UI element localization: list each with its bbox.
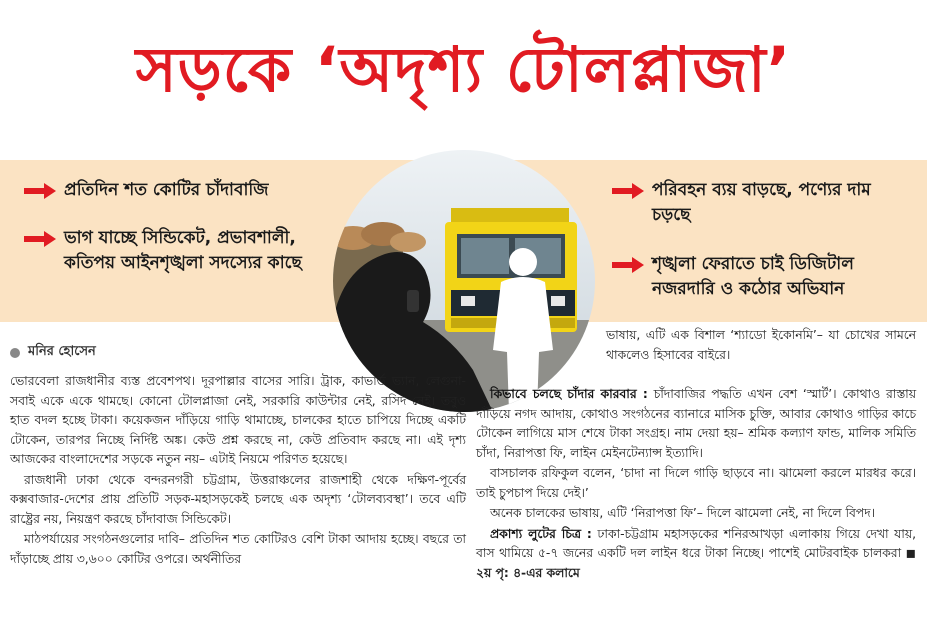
highlight-text: পরিবহন ব্যয় বাড়ছে, পণ্যের দাম চড়ছে	[652, 180, 871, 225]
highlight-left-1	[24, 178, 324, 203]
highlight-text: ভাগ যাচ্ছে সিন্ডিকেট, প্রভাবশালী, কতিপয় আইনশৃঙ্খলা সদস্যের কাছে	[64, 228, 302, 273]
arrow-right-icon	[612, 257, 644, 273]
arrow-right-icon	[24, 231, 56, 247]
highlight-right-2	[612, 252, 912, 302]
byline-author: মনির হোসেন	[28, 344, 96, 359]
article-column-right	[476, 385, 916, 584]
paragraph-text: চাঁদাবাজির পদ্ধতি এখন বেশ ‘স্মার্ট’। কোথাও রাস্তায় দাঁড়িয়ে নগদ আদায়, কোথাও সংগঠনের ব্যানারে মাসিক চুক্তি, আবার কোথাও গাড়ির কাচে টোকেন লাগিয়ে মাস শেষে টাকা সংগ্রহ। নাম দেয়া হয়– শ্রমিক কল্যাণ ফান্ড, মালিক সমিতি চাঁদা, নিরাপত্তা ফি, লাইন মেইনটেন্যান্স ইত্যাদি।	[476, 387, 916, 460]
continuation-note: ◼ ২য় পৃ: ৪-এর কলামে	[476, 546, 916, 580]
headline: সড়কে ‘অদৃশ্য টোলপ্লাজা’	[135, 33, 792, 106]
article-paragraph: অনেক চালকের ভাষায়, এটি ‘নিরাপত্তা ফি’– দিলে ঝামেলা নেই, না দিলে বিপদ।	[490, 506, 876, 520]
subheading: প্রকাশ্য লুটের চিত্র :	[490, 526, 592, 541]
continuation-text: ২য় পৃ: ৪-এর কলামে	[476, 565, 580, 580]
article-paragraph: ভাষায়, এটি এক বিশাল ‘শ্যাডো ইকোনমি’– যা চোখের সামনে থাকলেও হিসাবের বাইরে।	[606, 328, 916, 362]
bullet-icon	[10, 348, 20, 358]
article-column-right-top	[606, 326, 916, 366]
paragraph-text: ঢাকা-চট্টগ্রাম মহাসড়কের শনিরআখড়া এলাকায় গিয়ে দেখা যায়, বাস থামিয়ে ৫-৭ জনের একটি দল লাইন ধরে টাকা নিচ্ছে। পাশেই মোটরবাইক চালকরা	[476, 526, 916, 560]
article-paragraph	[476, 525, 916, 584]
article-paragraph	[476, 385, 916, 463]
highlight-right-1	[612, 178, 912, 228]
article-paragraph: ভোরবেলা রাজধানীর ব্যস্ত প্রবেশপথ। দূরপাল্লার বাসের সারি। ট্রাক, কাভার্ড ভ্যান, লেগুনা-সবাই একে একে থামছে। কোনো টোলপ্লাজা নেই, সরকারি কাউন্টার নেই, রসিদ নেই। তবুও হাত বদল হচ্ছে টাকা। কয়েকজন দাঁড়িয়ে গাড়ি থামাচ্ছে, চালকের হাতে চাপিয়ে দিচ্ছে একটি টোকেন, তারপর নিচ্ছে নির্দিষ্ট অঙ্ক। কেউ প্রশ্ন করছে না, কেউ প্রতিবাদ করছে না। এই দৃশ্য আজকের বাংলাদেশের সড়কে নতুন নয়– এটাই নিয়মে পরিণত হয়েছে।	[10, 374, 466, 466]
arrow-right-icon	[612, 183, 644, 199]
article-paragraph: মাঠপর্যায়ের সংগঠনগুলোর দাবি– প্রতিদিন শত কোটিরও বেশি টাকা আদায় হচ্ছে। বছরে তা দাঁড়াচ্ছে প্রায় ৩,৬০০ কোটির ওপরে। অর্থনীতির	[10, 532, 466, 566]
arrow-right-icon	[24, 183, 56, 199]
byline	[10, 342, 96, 363]
article-paragraph: রাজধানী ঢাকা থেকে বন্দরনগরী চট্টগ্রাম, উত্তরাঞ্চলের রাজশাহী থেকে দক্ষিণ-পূর্বের কক্সবাজার-দেশের প্রায় প্রতিটি সড়ক-মহাসড়কেই চলছে এক অদৃশ্য ‘টোলব্যবস্থা’। তবে এটি রাষ্ট্রের নয়, নিয়ন্ত্রণ করছে চাঁদাবাজ সিন্ডিকেট।	[10, 472, 466, 526]
highlight-left-2	[24, 226, 324, 276]
article-paragraph: বাসচালক রফিকুল বলেন, ‘চাদা না দিলে গাড়ি ছাড়বে না। ঝামেলা করলে মারধর করে। তাই চুপচাপ দিয়ে দেই।’	[476, 466, 916, 500]
highlight-text: প্রতিদিন শত কোটির চাঁদাবাজি	[64, 180, 269, 200]
article-column-left	[10, 372, 466, 570]
subheading: কিভাবে চলছে চাঁদার কারবার :	[490, 387, 648, 401]
highlight-text: শৃঙ্খলা ফেরাতে চাই ডিজিটাল নজরদারি ও কঠোর অভিযান	[652, 254, 854, 299]
